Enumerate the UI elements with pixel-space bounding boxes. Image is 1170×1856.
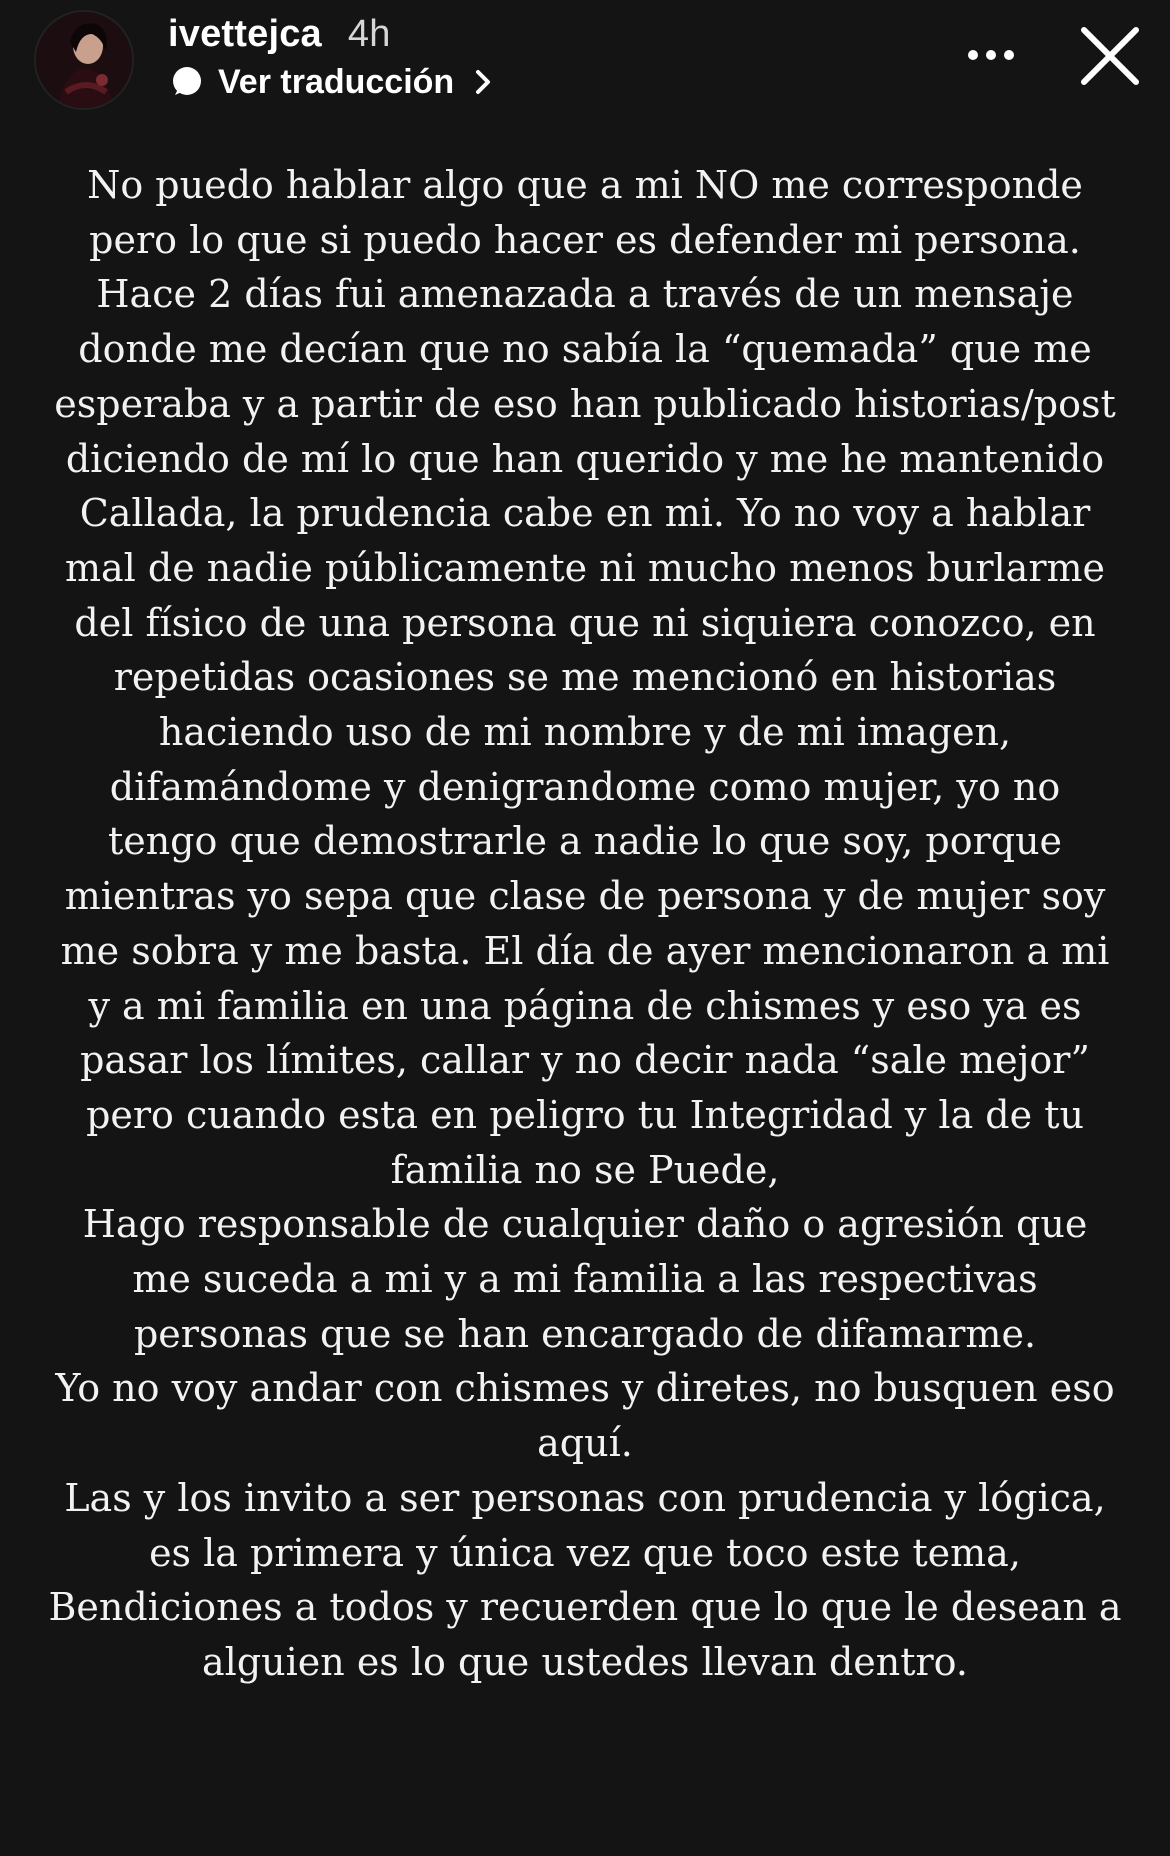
story-text-line: y a mi familia en una página de chismes y eso ya es — [88, 983, 1082, 1028]
story-text-line: Callada, la prudencia cabe en mi. Yo no voy a hablar — [79, 491, 1091, 536]
story-time: 4h — [347, 12, 391, 55]
story-text-line: donde me decían que no sabía la “quemada” que me — [78, 327, 1092, 372]
story-text-line: personas que se han encargado de difamarme. — [133, 1311, 1037, 1356]
story-text-line: Las y los invito a ser personas con prudencia y lógica, — [64, 1475, 1106, 1520]
story-text-line: pasar los límites, callar y no decir nada “sale mejor” — [80, 1038, 1090, 1083]
avatar-portrait-icon — [36, 12, 132, 108]
close-button[interactable] — [1070, 16, 1150, 96]
story-text-line: mal de nadie públicamente ni mucho menos burlarme — [64, 545, 1106, 590]
more-options-button[interactable] — [956, 30, 1026, 80]
story-text-line: Hago responsable de cualquier daño o agresión que — [82, 1202, 1088, 1247]
speech-bubble-icon — [170, 65, 204, 99]
close-icon — [1078, 24, 1142, 88]
story-text-line: No puedo hablar algo que a mi NO me corresponde — [87, 163, 1083, 207]
story-text-line: tengo que demostrarle a nadie lo que soy, porque — [107, 819, 1063, 864]
more-options-icon — [966, 48, 1016, 62]
story-text-line: aquí. — [537, 1421, 633, 1466]
story-text-line: me sobra y me basta. El día de ayer mencionaron a mi — [60, 928, 1110, 973]
see-translation-label: Ver traducción — [218, 62, 455, 101]
profile-avatar[interactable] — [36, 12, 132, 108]
story-text-line: familia no se Puede, — [390, 1147, 780, 1192]
see-translation-link[interactable] — [170, 58, 494, 106]
story-text-line: del físico de una persona que ni siquiera conozco, en — [74, 600, 1096, 645]
story-text-line: repetidas ocasiones se me mencionó en historias — [113, 655, 1057, 700]
story-text-line: me suceda a mi y a mi familia a las respectivas — [132, 1257, 1038, 1302]
story-text-line: Bendiciones a todos y recuerden que lo que le desean a — [48, 1585, 1122, 1630]
story-text-line: esperaba y a partir de eso han publicado historias/post — [54, 381, 1116, 426]
story-text-line: mientras yo sepa que clase de persona y de mujer soy — [64, 874, 1106, 919]
story-text-line: alguien es lo que ustedes llevan dentro. — [202, 1639, 968, 1684]
story-text-line: Hace 2 días fui amenazada a través de un mensaje — [96, 272, 1074, 317]
story-text — [20, 158, 1150, 1690]
story-text-line: diciendo de mí lo que han querido y me he mantenido — [65, 436, 1105, 481]
username-row — [168, 8, 391, 60]
story-text-line: pero lo que si puedo hacer es defender mi persona. — [89, 217, 1081, 262]
story-text-line: es la primera y única vez que toco este tema, — [149, 1530, 1021, 1575]
story-text-line: haciendo uso de mi nombre y de mi imagen, — [158, 710, 1012, 755]
username[interactable]: ivettejca — [168, 12, 322, 55]
chevron-right-icon — [472, 67, 494, 97]
story-header — [0, 0, 1170, 120]
story-text-line: pero cuando esta en peligro tu Integridad y la de tu — [86, 1092, 1084, 1137]
story-text-line: difamándome y denigrandome como mujer, yo no — [109, 764, 1061, 809]
story-text-line: Yo no voy andar con chismes y diretes, no busquen eso — [55, 1366, 1115, 1411]
